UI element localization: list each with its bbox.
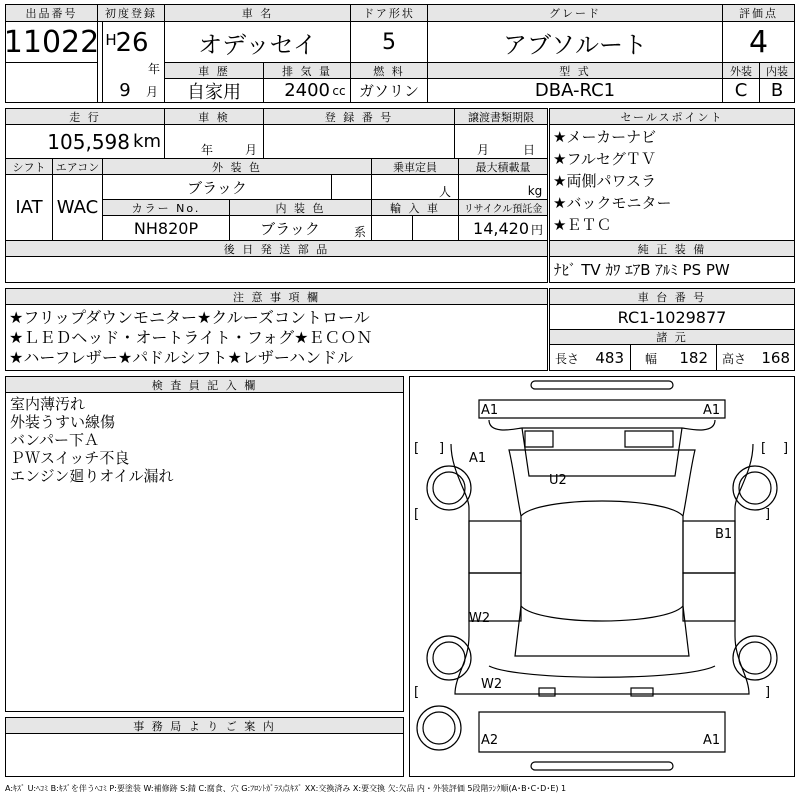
chassis-label: 車 台 番 号 — [550, 289, 794, 304]
legend-text: A:ｷｽﾞ U:ﾍｺﾐ B:ｷｽﾞを伴うﾍｺﾐ P:要塗装 W:補修跡 S:錆 C:腐食、穴 G:ﾌﾛﾝﾄｶﾞﾗｽ点ｷｽﾞ XX:交換済み X:要交換 欠:欠品 内・外装評価 5段階ﾗﾝｸ順(A･B･C･D･E) 1 — [5, 783, 567, 793]
inspection-year: 年 — [200, 142, 213, 157]
inspection-label: 車 検 — [165, 109, 263, 124]
inspector-line: ＰＷスイッチ不良 — [10, 449, 130, 467]
int-color-suffix: 系 — [353, 224, 366, 239]
transfer-label: 譲渡書類期限 — [455, 109, 547, 124]
sales-point-item: ★メーカーナビ — [553, 128, 657, 146]
equipment-label: 純 正 装 備 — [550, 241, 794, 256]
notes-label: 注 意 事 項 欄 — [6, 289, 547, 304]
note-line: ★ハーフレザー★パドルシフト★レザーハンドル — [9, 348, 354, 367]
sales-points-label: セールスポイント — [550, 109, 794, 124]
lot-no-label: 出品番号 — [6, 5, 97, 21]
sales-point-item: ★ＥＴＣ — [553, 216, 612, 234]
height-value: 168 — [761, 349, 790, 367]
damage-mark: B1 — [715, 527, 733, 542]
max-load-label: 最大積載量 — [459, 159, 547, 174]
damage-mark: A2 — [481, 733, 499, 748]
inspector-line: バンパー下Ａ — [10, 431, 99, 449]
damage-mark: A1 — [703, 733, 721, 748]
score-label: 評価点 — [723, 5, 794, 21]
svg-text:]: ] — [765, 685, 771, 700]
divider — [550, 344, 794, 345]
int-color-value: ブラック — [260, 219, 320, 238]
damage-mark: U2 — [549, 473, 567, 488]
interior-grade-value: B — [770, 80, 784, 101]
divider — [6, 304, 547, 305]
divider — [550, 124, 794, 125]
divider — [6, 62, 97, 63]
year-value: 26 — [115, 28, 149, 58]
int-color-label: 内 装 色 — [230, 200, 371, 215]
car-name-label: 車 名 — [165, 5, 350, 21]
lot-no-value: 11022 — [3, 24, 100, 60]
recycle-value: 14,420 — [473, 218, 529, 238]
history-label: 車 歴 — [165, 63, 263, 78]
sales-points-list — [553, 126, 793, 236]
width-label: 幅 — [644, 351, 657, 366]
grade-label: グレード — [428, 5, 722, 21]
recycle-unit: 円 — [530, 222, 543, 237]
damage-mark: A1 — [703, 403, 721, 418]
first-reg-label: 初度登録 — [98, 5, 164, 21]
note-line: ★ＬＥＤヘッド・オートライト・フォグ★ＥＣＯＮ — [9, 328, 373, 347]
length-value: 483 — [595, 349, 624, 367]
exterior-grade-value: C — [734, 80, 748, 101]
month-unit: 月 — [145, 84, 158, 99]
damage-mark: A1 — [481, 403, 499, 418]
ext-color-value: ブラック — [187, 178, 247, 197]
divider — [630, 344, 631, 370]
svg-text:[: [ — [414, 507, 420, 522]
svg-text:]: ] — [765, 507, 771, 522]
divider — [102, 21, 103, 102]
damage-mark: A1 — [469, 451, 487, 466]
sales-point-item: ★フルセグＴＶ — [553, 150, 656, 168]
transfer-month: 月 — [476, 142, 489, 157]
notes-list — [9, 308, 544, 368]
damage-mark: W2 — [469, 611, 491, 626]
inspector-line: エンジン廻りオイル漏れ — [10, 467, 174, 485]
ac-label: エアコン — [53, 159, 102, 174]
damage-mark: W2 — [481, 677, 503, 692]
mileage-value: 105,598 — [47, 129, 130, 154]
car-diagram — [409, 376, 795, 777]
era-label: H — [105, 31, 117, 49]
office-label: 事 務 局 よ り ご 案 内 — [6, 718, 403, 733]
color-no-label: カラー No. — [103, 200, 229, 215]
svg-text:[: [ — [414, 441, 420, 456]
inspector-line: 外装うすい線傷 — [10, 413, 116, 431]
displacement-label: 排 気 量 — [264, 63, 350, 78]
inspection-month: 月 — [244, 142, 257, 157]
height-label: 高さ — [721, 351, 746, 366]
shift-value: IAT — [15, 197, 43, 218]
door-label: ドア形状 — [351, 5, 427, 21]
dims-label: 諸 元 — [550, 330, 794, 344]
fuel-label: 燃 料 — [351, 63, 427, 78]
transfer-day: 日 — [522, 142, 535, 157]
chassis-value: RC1-1029877 — [617, 307, 727, 327]
inspector-line: 室内薄汚れ — [10, 395, 86, 413]
svg-text:[: [ — [761, 441, 767, 456]
mileage-label: 走 行 — [6, 109, 164, 124]
interior-grade-label: 内装 — [760, 63, 794, 78]
note-line: ★フリップダウンモニター★クルーズコントロール — [9, 308, 370, 327]
month-value: 9 — [119, 79, 131, 101]
history-value: 自家用 — [187, 81, 241, 103]
inspector-list — [10, 395, 400, 485]
door-value: 5 — [382, 29, 396, 55]
divider — [716, 344, 717, 370]
import-label: 輸 入 車 — [372, 200, 458, 215]
color-no-value: NH820P — [133, 218, 199, 238]
recycle-label: リサイクル預託金 — [459, 200, 547, 215]
car-name-value: オデッセイ — [198, 30, 317, 59]
model-label: 型 式 — [428, 63, 722, 78]
ext-color-label: 外 装 色 — [103, 159, 371, 174]
max-load-unit: kg — [527, 184, 543, 198]
capacity-unit: 人 — [438, 184, 451, 199]
divider — [331, 174, 332, 199]
mileage-unit: km — [133, 131, 161, 152]
year-unit: 年 — [147, 61, 160, 76]
svg-text:]: ] — [783, 441, 789, 456]
divider — [412, 215, 413, 240]
fuel-value: ガソリン — [358, 82, 419, 100]
svg-text:[: [ — [414, 685, 420, 700]
score-value: 4 — [748, 24, 769, 60]
inspector-label: 検 査 員 記 入 欄 — [6, 377, 403, 392]
svg-text:]: ] — [439, 441, 445, 456]
equipment-value: ﾅﾋﾞ TV ｶﾜ ｴｱB ｱﾙﾐ PS PW — [554, 261, 730, 279]
exterior-grade-label: 外装 — [723, 63, 759, 78]
shift-label: シフト — [6, 159, 52, 174]
model-value: DBA-RC1 — [534, 80, 616, 101]
divider — [6, 733, 403, 734]
grade-value: アブソルート — [503, 30, 647, 59]
displacement-unit: cc — [332, 84, 346, 98]
displacement-value: 2400 — [284, 80, 330, 101]
capacity-label: 乗車定員 — [372, 159, 458, 174]
sales-point-item: ★両側パワスラ — [553, 172, 656, 190]
length-label: 長さ — [554, 351, 579, 366]
ac-value: WAC — [56, 197, 99, 218]
later-parts-label: 後 日 発 送 部 品 — [6, 241, 547, 256]
divider — [6, 392, 403, 393]
reg-no-label: 登 録 番 号 — [264, 109, 454, 124]
sales-point-item: ★バックモニター — [553, 194, 672, 212]
width-value: 182 — [679, 349, 708, 367]
